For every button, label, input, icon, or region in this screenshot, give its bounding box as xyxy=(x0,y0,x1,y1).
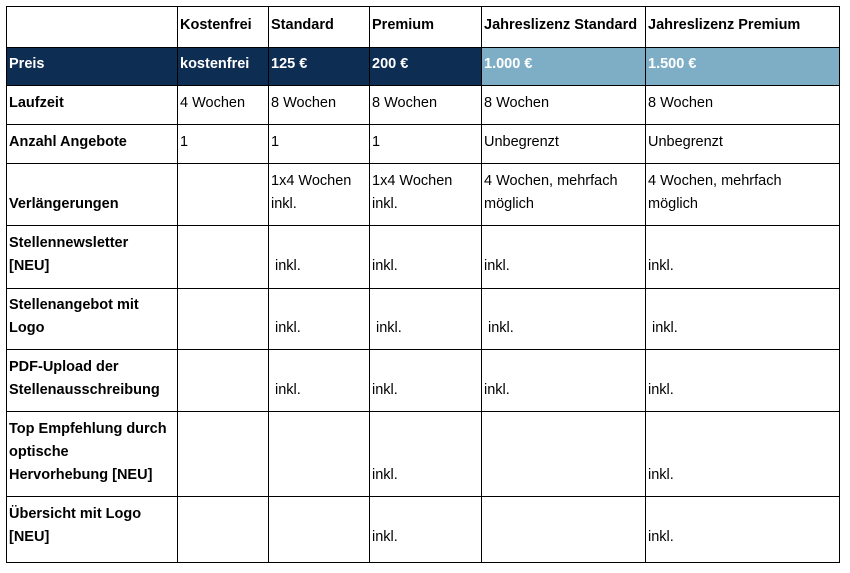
uebersicht-premium: inkl. xyxy=(372,529,398,545)
anzahl-kostenfrei: 1 xyxy=(180,134,189,150)
laufzeit-kostenfrei: 4 Wochen xyxy=(180,95,246,111)
pdf-premium: inkl. xyxy=(372,382,398,398)
header-kostenfrei: Kostenfrei xyxy=(180,17,252,33)
verlaengerung-jp-line1: 4 Wochen, mehrfach xyxy=(648,173,782,189)
pdf-jahreslizenz-premium: inkl. xyxy=(648,382,674,398)
anzahl-jahreslizenz-premium: Unbegrenzt xyxy=(648,134,723,150)
grid-line xyxy=(6,496,840,497)
grid-line xyxy=(6,163,840,164)
top-jahreslizenz-premium: inkl. xyxy=(648,467,674,483)
price-kostenfrei: kostenfrei xyxy=(180,56,250,72)
verlaengerung-premium-line2: inkl. xyxy=(372,196,398,212)
anzahl-premium: 1 xyxy=(372,134,381,150)
laufzeit-premium: 8 Wochen xyxy=(372,95,438,111)
uebersicht-jahreslizenz-premium: inkl. xyxy=(648,529,674,545)
grid-line xyxy=(839,6,840,563)
logo-angebot-standard: inkl. xyxy=(275,320,301,336)
newsletter-jahreslizenz-premium: inkl. xyxy=(648,258,674,274)
laufzeit-standard: 8 Wochen xyxy=(271,95,337,111)
grid-line xyxy=(6,411,840,412)
price-jahreslizenz-premium: 1.500 € xyxy=(648,56,697,72)
top-premium: inkl. xyxy=(372,467,398,483)
row-label-uebersicht-logo-line2: [NEU] xyxy=(9,529,50,545)
row-label-uebersicht-logo-line1: Übersicht mit Logo xyxy=(9,506,142,522)
verlaengerung-standard-line1: 1x4 Wochen xyxy=(271,173,352,189)
logo-angebot-jahreslizenz-standard: inkl. xyxy=(488,320,514,336)
verlaengerung-premium-line1: 1x4 Wochen xyxy=(372,173,453,189)
price-premium: 200 € xyxy=(372,56,409,72)
header-jahreslizenz-standard: Jahreslizenz Standard xyxy=(484,17,638,33)
row-label-top-empfehlung-line2: optische xyxy=(9,444,69,460)
grid-line xyxy=(6,47,840,48)
verlaengerung-standard-line2: inkl. xyxy=(271,196,297,212)
row-label-top-empfehlung-line1: Top Empfehlung durch xyxy=(9,421,167,437)
row-label-stellenangebot-logo-line1: Stellenangebot mit xyxy=(9,297,139,313)
anzahl-standard: 1 xyxy=(271,134,280,150)
anzahl-jahreslizenz-standard: Unbegrenzt xyxy=(484,134,559,150)
price-standard: 125 € xyxy=(271,56,308,72)
newsletter-jahreslizenz-standard: inkl. xyxy=(484,258,510,274)
grid-line xyxy=(6,225,840,226)
grid-line xyxy=(6,6,840,7)
laufzeit-jahreslizenz-standard: 8 Wochen xyxy=(484,95,550,111)
grid-line xyxy=(6,349,840,350)
verlaengerung-jp-line2: möglich xyxy=(648,196,698,212)
row-label-stellennewsletter-line1: Stellennewsletter xyxy=(9,235,129,251)
row-label-preis: Preis xyxy=(9,56,45,72)
verlaengerung-js-line2: möglich xyxy=(484,196,534,212)
pdf-standard: inkl. xyxy=(275,382,301,398)
laufzeit-jahreslizenz-premium: 8 Wochen xyxy=(648,95,714,111)
row-label-pdf-upload-line2: Stellenausschreibung xyxy=(9,382,160,398)
price-jahreslizenz-standard: 1.000 € xyxy=(484,56,533,72)
logo-angebot-premium: inkl. xyxy=(376,320,402,336)
pdf-jahreslizenz-standard: inkl. xyxy=(484,382,510,398)
header-premium: Premium xyxy=(372,17,435,33)
row-label-laufzeit: Laufzeit xyxy=(9,95,64,111)
newsletter-premium: inkl. xyxy=(372,258,398,274)
grid-line xyxy=(6,85,840,86)
logo-angebot-jahreslizenz-premium: inkl. xyxy=(652,320,678,336)
row-label-stellenangebot-logo-line2: Logo xyxy=(9,320,45,336)
row-label-stellennewsletter-line2: [NEU] xyxy=(9,258,50,274)
row-label-verlaengerungen: Verlängerungen xyxy=(9,196,119,212)
row-label-pdf-upload-line1: PDF-Upload der xyxy=(9,359,119,375)
pricing-table xyxy=(6,6,840,563)
row-label-anzahl-angebote: Anzahl Angebote xyxy=(9,134,127,150)
grid-line xyxy=(6,124,840,125)
grid-line xyxy=(6,562,840,563)
verlaengerung-js-line1: 4 Wochen, mehrfach xyxy=(484,173,618,189)
row-label-top-empfehlung-line3: Hervorhebung [NEU] xyxy=(9,467,153,483)
newsletter-standard: inkl. xyxy=(275,258,301,274)
header-jahreslizenz-premium: Jahreslizenz Premium xyxy=(648,17,801,33)
header-standard: Standard xyxy=(271,17,334,33)
